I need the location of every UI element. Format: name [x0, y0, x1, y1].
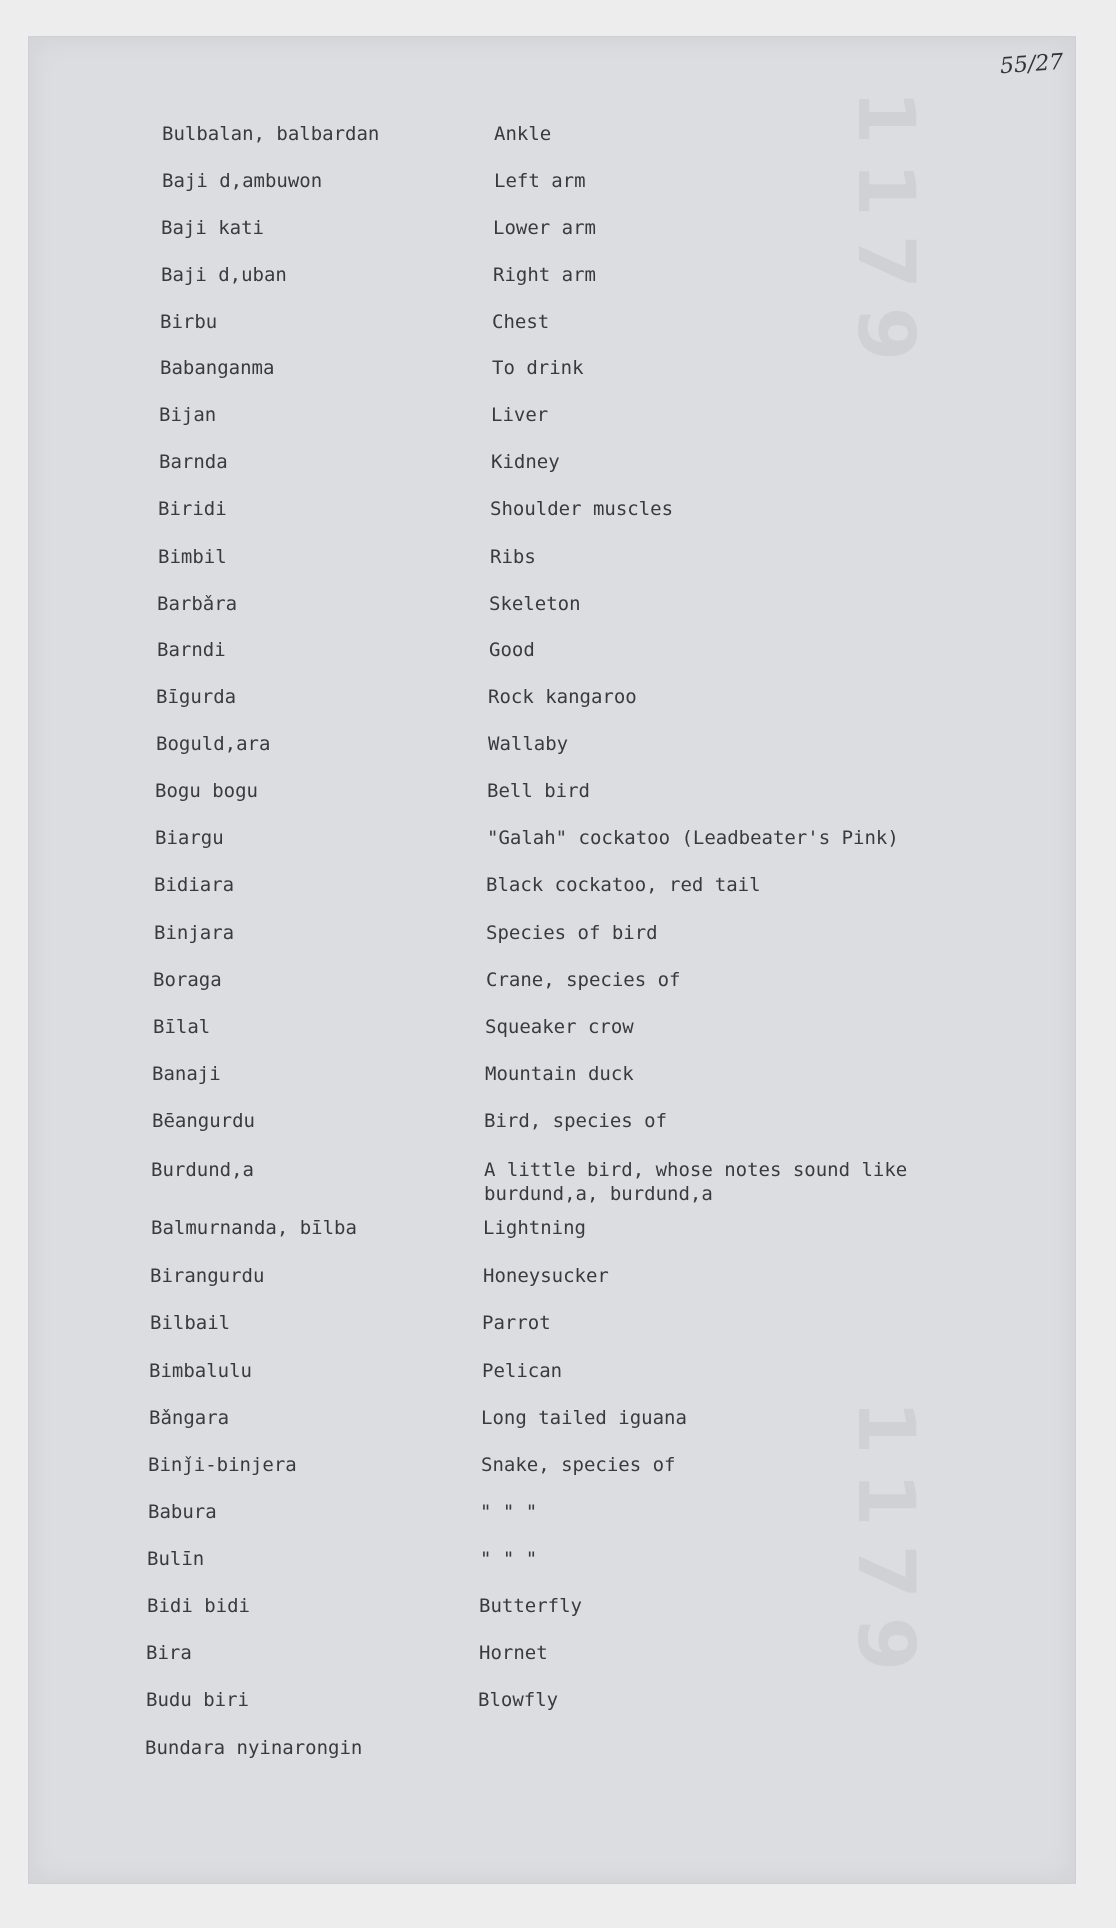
entry-meaning: Species of bird [486, 922, 658, 944]
entry-meaning: Hornet [479, 1642, 548, 1664]
entry-term: Balmurnanda, bīlba [151, 1217, 357, 1239]
entry-meaning: Squeaker crow [485, 1016, 634, 1038]
entry-meaning: Blowfly [478, 1689, 559, 1711]
entry-meaning: Ankle [494, 123, 552, 145]
entry-meaning: Parrot [482, 1312, 551, 1334]
entry-term: Bǎngara [149, 1407, 230, 1429]
entry-meaning: Left arm [494, 170, 586, 192]
entry-term: Barndi [157, 639, 226, 661]
entry-term: Bimbalulu [149, 1360, 252, 1382]
entry-meaning: Lightning [483, 1217, 586, 1239]
entry-meaning: To drink [492, 357, 584, 379]
entry-meaning: Rock kangaroo [488, 686, 637, 708]
entry-meaning: Snake, species of [481, 1454, 676, 1476]
entry-term: Budu biri [146, 1689, 249, 1711]
entry-term: Bulīn [147, 1548, 205, 1570]
entry-term: Bidi bidi [147, 1595, 250, 1617]
entry-meaning: Bird, species of [484, 1110, 668, 1132]
entry-term: Binjara [154, 922, 235, 944]
entry-meaning: " " " [480, 1501, 538, 1523]
entry-term: Bīgurda [156, 686, 237, 708]
entry-term: Barnda [159, 451, 228, 473]
entry-meaning: Ribs [490, 546, 536, 568]
entry-meaning: Mountain duck [485, 1063, 634, 1085]
entry-meaning: Long tailed iguana [481, 1407, 687, 1429]
entry-term: Baji kati [161, 217, 264, 239]
entry-term: Burdund,a [151, 1159, 254, 1181]
entry-term: Barbǎra [157, 593, 238, 615]
entry-meaning: Good [489, 639, 535, 661]
entry-term: Bulbalan, balbardan [162, 123, 380, 145]
entry-meaning: Right arm [493, 264, 596, 286]
entry-meaning: "Galah" cockatoo (Leadbeater's Pink) [487, 827, 899, 849]
entry-term: Biridi [158, 498, 227, 520]
entry-meaning: Black cockatoo, red tail [486, 874, 761, 896]
watermark-top: 1179 [840, 90, 930, 380]
entry-term: Bidiara [154, 874, 235, 896]
entry-term: Bira [146, 1642, 192, 1664]
entry-term: Bilbail [150, 1312, 231, 1334]
entry-meaning: Kidney [491, 451, 560, 473]
entry-meaning: Chest [492, 311, 550, 333]
entry-meaning: Shoulder muscles [490, 498, 674, 520]
entry-term: Biargu [155, 827, 224, 849]
entry-term: Bimbil [158, 546, 227, 568]
entry-meaning: Skeleton [489, 593, 581, 615]
page-reference: 55/27 [999, 49, 1065, 80]
entry-term: Bogu bogu [155, 780, 258, 802]
entry-term: Banaji [152, 1063, 221, 1085]
entry-term: Baji d,ambuwon [162, 170, 323, 192]
entry-meaning: Wallaby [488, 733, 569, 755]
entry-meaning: Bell bird [487, 780, 590, 802]
entry-meaning: A little bird, whose notes sound like burdund,a, burdund,a [484, 1159, 908, 1205]
entry-meaning: Honeysucker [483, 1265, 609, 1287]
entry-meaning: Butterfly [479, 1595, 582, 1617]
entry-term: Babanganma [160, 357, 275, 379]
entry-term: Birangurdu [150, 1265, 265, 1287]
entry-term: Binǰi-binjera [148, 1454, 297, 1476]
entry-term: Boraga [153, 969, 222, 991]
entry-term: Bēangurdu [152, 1110, 255, 1132]
entry-term: Bundara nyinarongin [145, 1737, 363, 1759]
entry-term: Birbu [160, 311, 218, 333]
entry-term: Bīlal [153, 1016, 211, 1038]
entry-term: Boguld,ara [156, 733, 271, 755]
entry-meaning: Pelican [482, 1360, 563, 1382]
entry-term: Baji d,uban [161, 264, 287, 286]
entry-term: Babura [148, 1501, 217, 1523]
entry-meaning: " " " [480, 1548, 538, 1570]
entry-meaning: Lower arm [493, 217, 596, 239]
entry-term: Bijan [159, 404, 217, 426]
entry-meaning: Liver [491, 404, 549, 426]
entry-meaning: Crane, species of [486, 969, 681, 991]
watermark-bottom: 1179 [840, 1400, 930, 1690]
